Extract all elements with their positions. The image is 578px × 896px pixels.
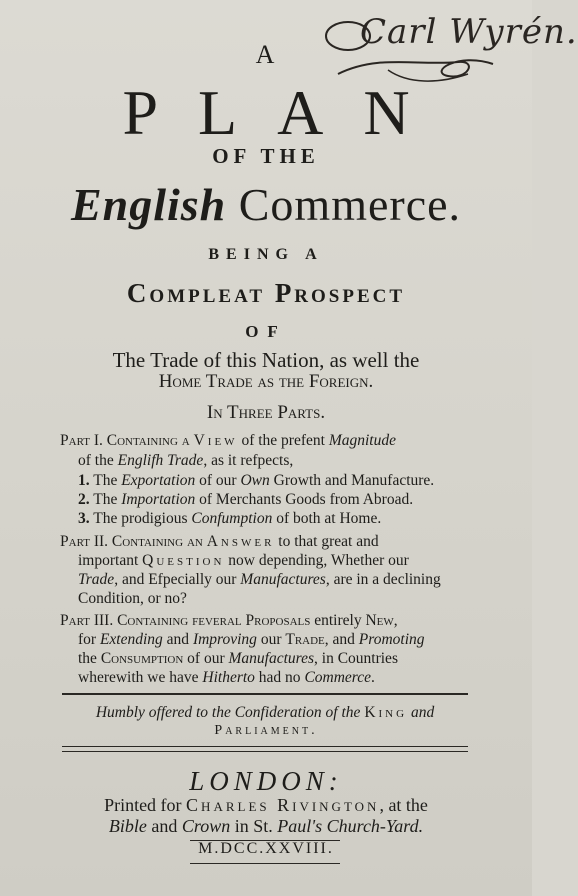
title-english: English — [70, 179, 227, 230]
part2-line2: important Question now depending, Whether our — [78, 552, 409, 569]
title-commerce: Commerce. — [238, 179, 462, 230]
trade-line-2: Home Trade as the Foreign. — [158, 371, 374, 392]
part3-line1: Part III. Containing feveral Proposals entirely New, — [60, 612, 398, 629]
part2-line3: Trade, and Efpecially our Manufactures, are in a declining — [78, 571, 441, 588]
title-english-commerce — [0, 178, 532, 231]
being-a: BEING A — [208, 246, 324, 263]
title-plan: PLAN — [122, 77, 450, 148]
imprint-date: M.DCC.XXVIII. — [198, 840, 334, 857]
part1-line2: of the Englifh Trade, as it refpects, — [78, 452, 294, 469]
divider-rule — [62, 751, 468, 752]
part3-line3: the Consumption of our Manufactures, in Countries — [78, 650, 398, 667]
trade-line-1: The Trade of this Nation, as well the — [112, 348, 420, 372]
dedication-parliament: Parliament. — [214, 723, 318, 738]
title-a: A — [255, 40, 277, 69]
part1-item3: 3. The prodigious Confumption of both at Home. — [78, 510, 382, 527]
part1-line1: Part I. Containing a View of the prefent Magnitude — [60, 432, 396, 449]
part1-item2: 2. The Importation of Merchants Goods from Abroad. — [78, 491, 414, 508]
compleat-prospect: Compleat Prospect — [126, 278, 406, 308]
three-parts: In Three Parts. — [206, 402, 326, 423]
imprint-city: LONDON: — [189, 766, 343, 796]
part1-item1: 1. The Exportation of our Own Growth and Manufacture. — [78, 472, 435, 489]
imprint-printer: Printed for Charles Rivington, at the — [104, 795, 428, 815]
title-of-the: OF THE — [212, 144, 320, 168]
imprint-address: Bible and Crown in St. Paul's Church-Yard. — [108, 816, 424, 836]
part3-line4: wherewith we have Hitherto had no Commerce. — [78, 669, 375, 686]
part2-line1: Part II. Containing an Answer to that great and — [60, 533, 379, 550]
divider-rule — [62, 746, 468, 747]
part3-line2: for Extending and Improving our Trade, and Promoting — [78, 631, 425, 648]
part2-line4: Condition, or no? — [78, 590, 187, 607]
signature-text: Carl Wyrén. — [360, 12, 578, 52]
divider-rule — [62, 693, 468, 695]
dedication-line: Humbly offered to the Confideration of the King and — [95, 704, 435, 721]
of-label: OF — [245, 322, 287, 341]
